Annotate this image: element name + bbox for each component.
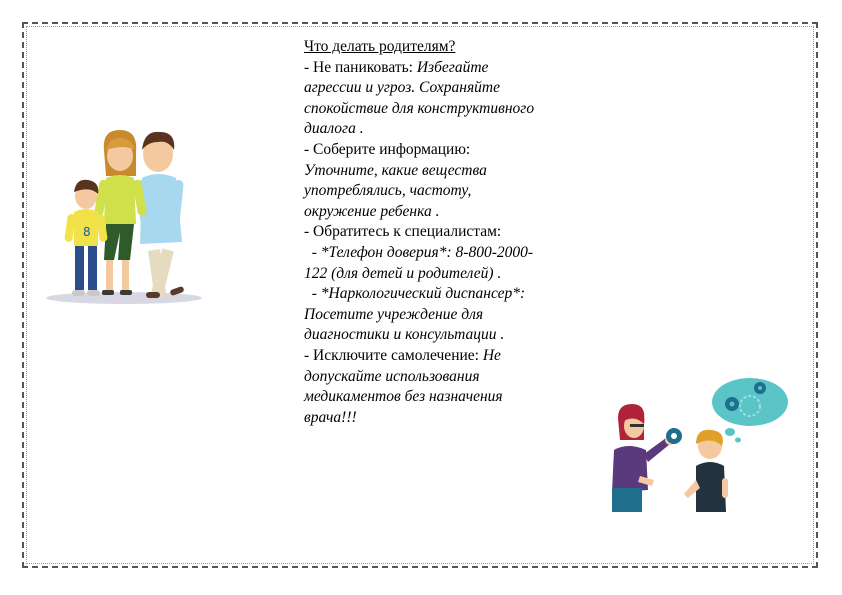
advice-item: - Исключите самолечение: Не допускайте использования медикаментов без назначения врача!!!: [304, 346, 503, 426]
svg-text:8: 8: [83, 225, 91, 239]
advice-subitem: - *Наркологический диспансер*: Посетите учреждение для диагностики и консультации .: [304, 285, 530, 344]
advice-item: - Не паниковать: Избегайте агрессии и угроз. Сохраняйте спокойствие для конструктивного диалога .: [304, 58, 535, 138]
advice-subitem: - *Телефон доверия*: 8-800-2000-122 (для детей и родителей) .: [304, 243, 534, 282]
family-illustration: [44, 120, 204, 310]
teacher-figure: [612, 404, 682, 512]
advice-heading: Что делать родителям?: [304, 38, 456, 55]
consultation-illustration: [600, 370, 800, 520]
student-figure: [684, 430, 728, 512]
mother-figure: [94, 130, 147, 295]
parent-advice-text: [304, 37, 544, 428]
thought-bubble: [712, 378, 788, 443]
advice-item: - Обратитесь к специалистам:: [304, 223, 502, 241]
advice-item: - Соберите информацию: Уточните, какие вещества употреблялись, частоту, окружение ребенка .: [304, 140, 487, 220]
